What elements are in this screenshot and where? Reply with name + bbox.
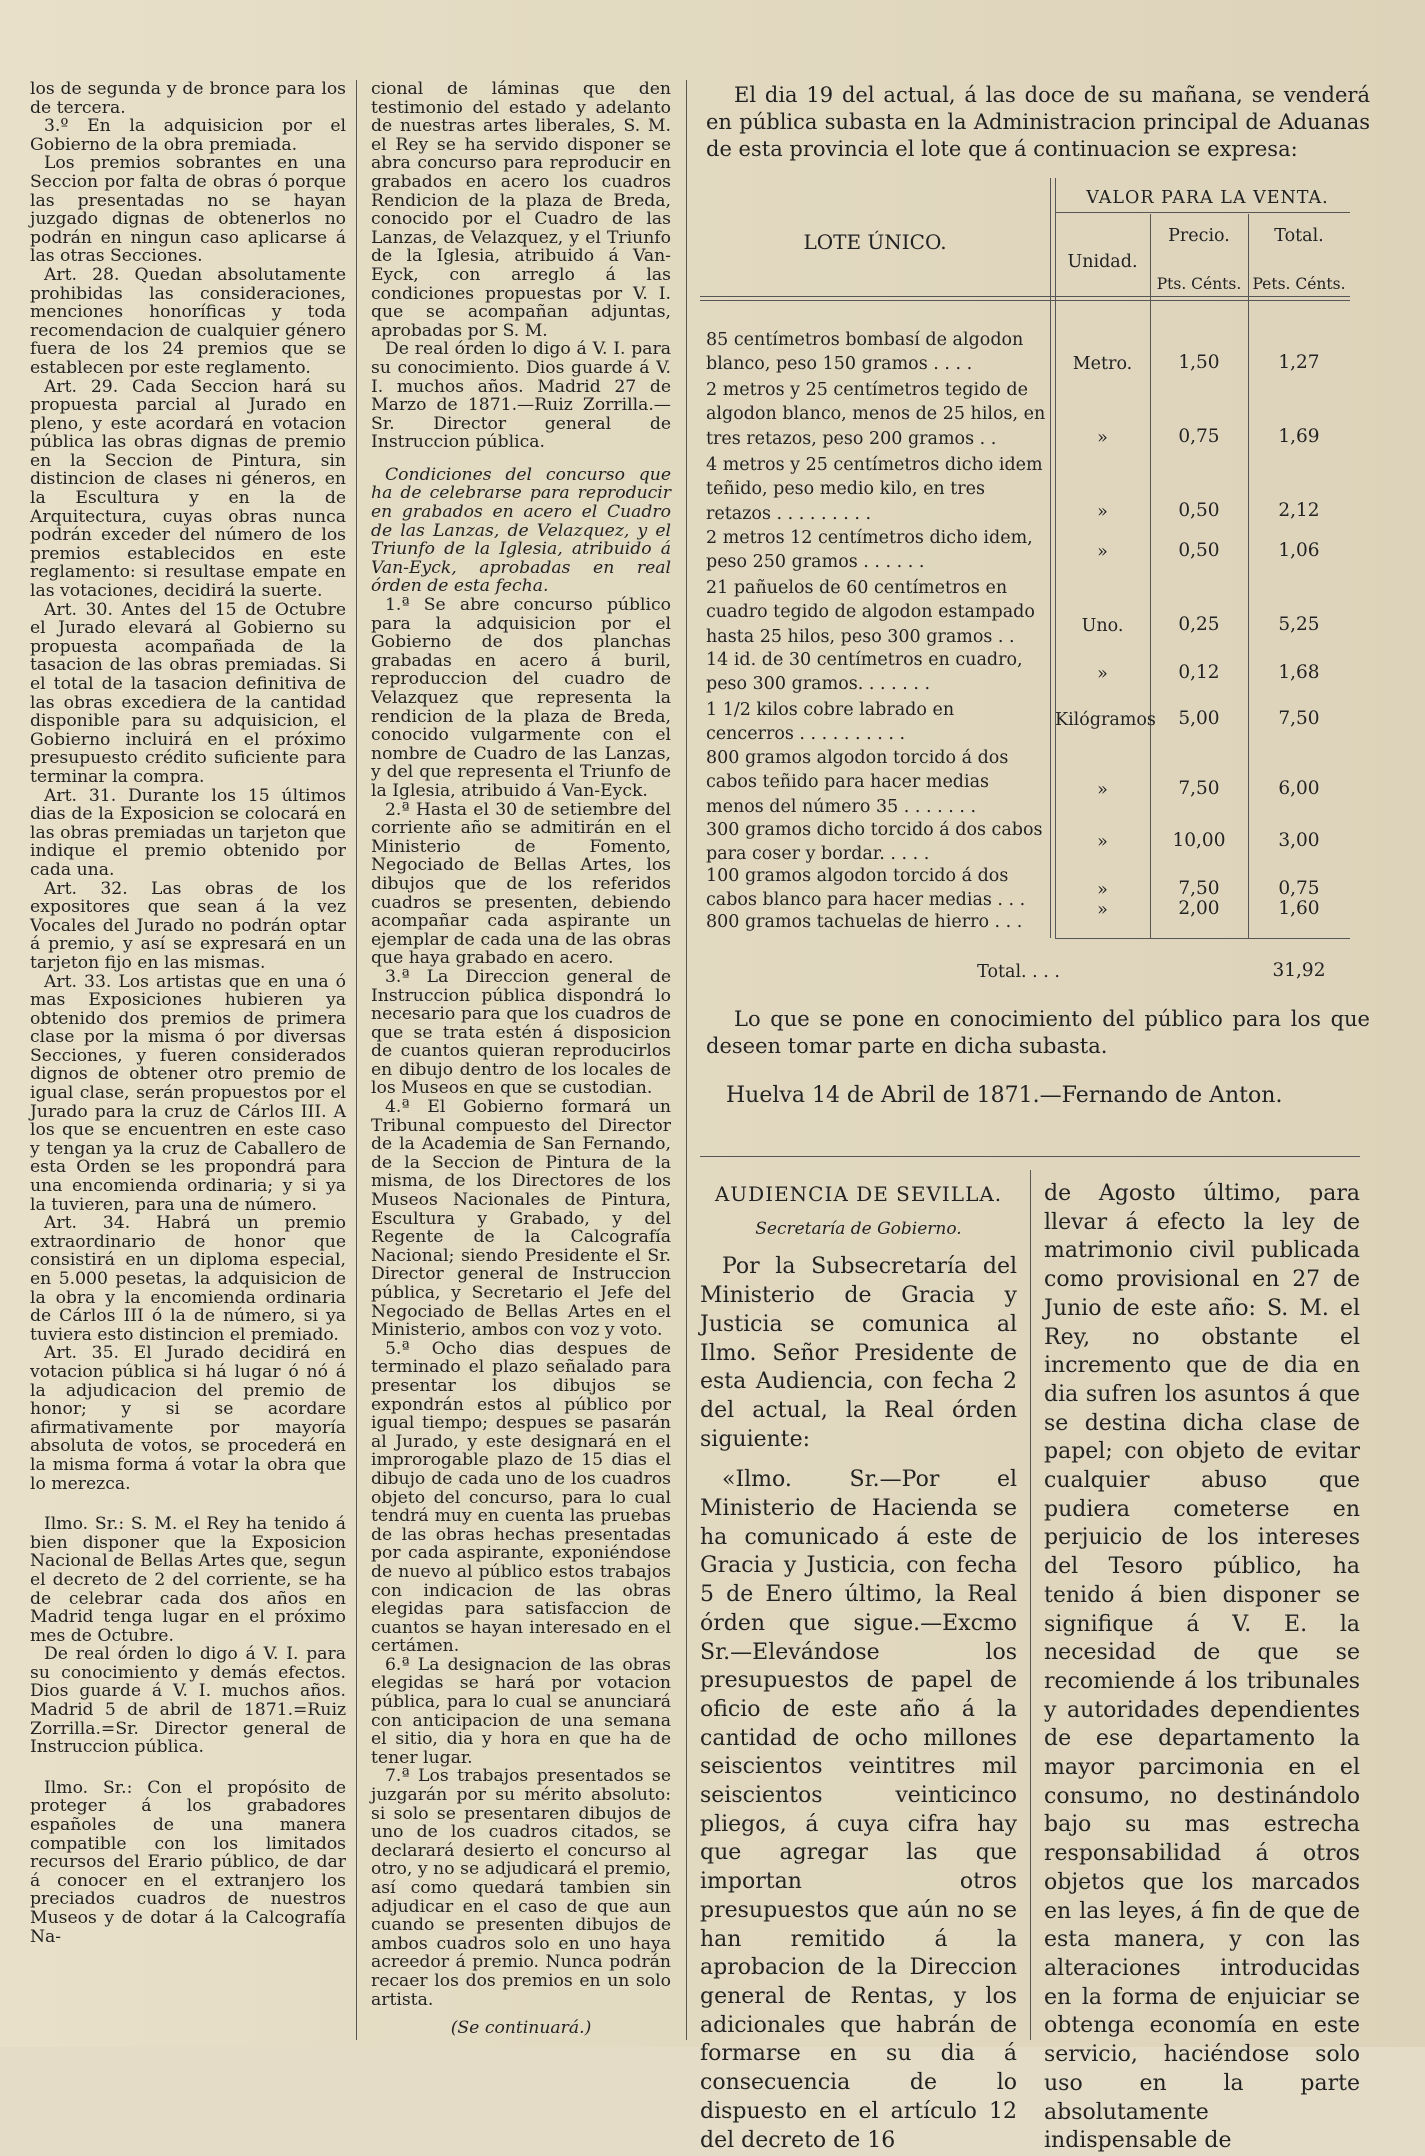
article-33: Art. 33. Los artistas que en una ó mas Exposiciones hubieren ya obtenido dos premios de primera clase por la misma ó por diversas Secciones, y fueren considerados dignos de obtener otro premio de igual clase, serán propuestos por el Jurado para la cruz de Cárlos III. A los que se encuentren en este caso y tengan ya la cruz de Caballero de esta Orden se les propondrá para una encomienda ordinaria; y si ya la tuvieren, para una de número. [30,971,346,1215]
condition-2: 2.ª Hasta el 30 de setiembre del corriente año se admitirán en el Ministerio de Fomento, Negociado de Bellas Artes, los dibujos que de los referidos cuadros se presenten, debiendo acompañar cada aspirante un ejemplar de cada una de las obras que haya grabado en acero. [371,799,671,969]
conditions-heading: Condiciones del concurso que ha de celebrarse para reproducir en grabados en acero el Cuadro de las Lanzas, de Velazquez, y el Triunfo de la Iglesia, atribuido á Van-Eyck, aprobadas en real órden de esta fecha. [371,464,671,597]
row-total: 1,06 [1278,540,1320,561]
row-desc: 2 metros 12 centímetros dicho idem, peso 250 gramos . . . . . . [706,528,1033,573]
article-30: Art. 30. Antes del 15 de Octubre el Jurado elevará al Gobierno su propuesta acompañada de la tasacion de las obras premiadas. Si el total de la tasacion definitiva de las obras excediera de la cantidad disponible para su adquisicion, el Gobierno incluirá en el próximo presupuesto crédito suficiente para terminar la compra. [30,599,346,787]
row-desc: 14 id. de 30 centímetros en cuadro, peso 300 gramos. . . . . . . [706,650,1023,695]
row-unit: » [1097,780,1108,800]
condition-3: 3.ª La Direccion general de Instruccion pública dispondrá lo necesario para que los cuadros de que se trata estén á disposicion de cuantos quieran reproducirlos en dibujo dentro de los locales de los Museos en que se custodian. [371,966,671,1099]
section-heading: AUDIENCIA DE SEVILLA. [714,1182,1003,1206]
row-unit: » [1097,664,1108,684]
condition-6: 6.ª La designacion de las obras elegidas se hará por votacion pública, para lo cual se anunciará con anticipacion de una semana el sitio, dia y hora en que ha de tener lugar. [371,1654,671,1768]
row-price: 0,50 [1178,540,1220,561]
column-divider [356,80,357,2040]
auction-notice [706,82,1370,163]
closing-text: Lo que se pone en conocimiento del público para los que deseen tomar parte en dicha subasta. [706,1007,1370,1058]
article-34: Art. 34. Habrá un premio extraordinario de honor que consistirá en un diploma especial, en 5.000 pesetas, la adquisicion de la obra y la encomienda ordinaria de Cárlos III ó la de número, si ya tuviera esto distincion el premiado. [30,1213,346,1345]
row-desc: 4 metros y 25 centímetros dicho idem teñido, peso medio kilo, en tres retazos . . . . . . . . . [706,455,1043,524]
table-rule [1055,212,1350,213]
row-total: 1,60 [1278,898,1320,919]
column-divider [1030,1170,1031,2040]
dateline: Huelva 14 de Abril de 1871.—Fernando de Anton. [726,1083,1283,1108]
row-total: 5,25 [1278,614,1320,635]
royal-order-paragraph: Ilmo. Sr.: S. M. el Rey ha tenido á bien disponer que la Exposicion Nacional de Bellas Artes que, segun el decreto de 2 del corriente, se ha de celebrar cada dos años en Madrid tenga lugar en el próximo mes de Octubre. [30,1514,346,1646]
sub-header-total: Pets. Cénts. [1252,275,1346,293]
condition-5: 5.ª Ocho dias despues de terminado el plazo señalado para presentar los dibujos se expondrán estos al público por igual tiempo; despues se pasarán al Jurado, y este designará en el improrogable plazo de 15 dias el dibujo de cada uno de los cuadros objeto del concurso, para lo cual tendrá muy en cuenta las pruebas de las obras hechas presentadas por cada aspirante, exponiéndose de nuevo al público estos trabajos con indicacion de las obras elegidas para satisfaccion de cuantos se hayan interesado en el certámen. [371,1338,671,1657]
paragraph: «Ilmo. Sr.—Por el Ministerio de Hacienda se ha comunicado á este de Gracia y Justicia, con fecha 5 de Enero último, la Real órden que sigue.—Excmo Sr.—Elevándose los presupuestos de papel de oficio de este año á la cantidad de ocho millones seiscientos veintitres mil seiscientos veinticinco pliegos, á cuya cifra hay que agregar las que importan otros presupuestos que aún no se han remitido á la aprobacion de la Direccion general de Rentas, y los adicionales que habrán de formarse en su dia á consecuencia de lo dispuesto en el artículo 12 del decreto de 16 [700,1467,1017,2153]
row-desc: 800 gramos tachuelas de hierro . . . [706,912,1023,932]
row-unit: Kilógramos [1055,710,1156,730]
section-subheading: Secretaría de Gobierno. [755,1218,962,1239]
spacer [30,1757,346,1779]
condition-4: 4.ª El Gobierno formará un Tribunal compuesto del Director de la Academia de San Fernando, de la Seccion de Pintura de la misma, de los Directores de los Museos Nacionales de Pintura, Escultura y Grabado, y del Regente de la Calcografía Nacional; siendo Presidente el Sr. Director general de Instruccion pública, y Secretario el Jefe del Negociado de Bellas Artes en el Ministerio, ambos con voz y voto. [371,1097,671,1341]
group-header: VALOR PARA LA VENTA. [1086,188,1329,208]
column-2 [371,80,671,2040]
row-unit: » [1097,880,1108,900]
paragraph: Los premios sobrantes en una Seccion por falta de obras ó porque las presentadas no se hayan juzgado dignas de obtenerlos no podrán en ningun caso aplicarse á las otras Secciones. [30,153,346,267]
royal-order-closing: De real órden lo digo á V. I. para su conocimiento y demás efectos. Dios guarde á V. I. muchos años. Madrid 5 de abril de 1871.=Ruiz Zorrilla.=Sr. Director general de Instruccion pública. [30,1644,346,1758]
row-desc: 300 gramos dicho torcido á dos cabos para coser y bordar. . . . . [706,820,1043,865]
paragraph: Ilmo. Sr.: Con el propósito de proteger á los grabadores españoles de una manera compatible con los limitados recursos del Erario público, de dar á conocer en el extranjero los preciados cuadros de nuestros Museos y de dotar á la Calcografía Na- [30,1777,346,1947]
sub-header-price: Pts. Cénts. [1156,275,1242,293]
column-divider [686,80,687,2040]
row-price: 2,00 [1178,898,1220,919]
row-total: 2,12 [1278,500,1320,521]
row-unit: » [1097,900,1108,920]
row-price: 0,25 [1178,614,1220,635]
row-desc: 100 gramos algodon torcido á dos cabos blanco para hacer medias . . . [706,866,1026,911]
row-desc: 85 centímetros bombasí de algodon blanco, peso 150 gramos . . . . [706,330,1024,375]
row-price: 1,50 [1178,352,1220,373]
article-31: Art. 31. Durante los 15 últimos dias de la Exposicion se colocará en las obras premiadas un tarjeton que indique el premio obtenido por cada una. [30,785,346,880]
column-1 [30,80,346,2040]
row-total: 6,00 [1278,778,1320,799]
auction-closing [706,1006,1370,1060]
row-price: 0,12 [1178,662,1220,683]
paragraph: De real órden lo digo á V. I. para su conocimiento. Dios guarde á V. I. muchos años. Madrid 27 de Marzo de 1871.—Ruiz Zorrilla.—Sr. Director general de Instruccion pública. [371,339,671,453]
row-unit: Uno. [1081,616,1124,636]
row-price: 5,00 [1178,708,1220,729]
row-desc: 800 gramos algodon torcido á dos cabos teñido para hacer medias menos del número 35 . . . . . . . [706,748,1009,817]
row-total: 1,68 [1278,662,1320,683]
row-unit: » [1097,832,1108,852]
column-3 [700,1180,1017,2153]
spacer [30,1493,346,1515]
row-price: 0,50 [1178,500,1220,521]
paragraph: Por la Subsecretaría del Ministerio de Gracia y Justicia se comunica al Ilmo. Señor Presidente de esta Audiencia, con fecha 2 del actual, la Real órden siguiente: [700,1254,1017,1452]
article-28: Art. 28. Quedan absolutamente prohibidas las consideraciones, menciones honoríficas y toda recomendacion de cualquier género fuera de los 24 premios que se establecen por este reglamento. [30,264,346,378]
row-desc: 2 metros y 25 centímetros tegido de algodon blanco, menos de 25 hilos, en tres retazos, peso 200 gramos . . [706,380,1046,449]
row-desc: 21 pañuelos de 60 centímetros en cuadro tegido de algodon estampado hasta 25 hilos, peso 300 gramos . . [706,578,1035,647]
total-value: 31,92 [1272,960,1326,981]
row-desc: 1 1/2 kilos cobre labrado en cencerros . . . . . . . . . . [706,700,955,745]
article-32: Art. 32. Las obras de los expositores que sean á la vez Vocales del Jurado no podrán optar á premio, y así se expresará en un tarjeton fijo en las mismas. [30,878,346,973]
row-total: 7,50 [1278,708,1320,729]
row-unit: » [1097,428,1108,448]
row-price: 10,00 [1172,830,1226,851]
row-total: 3,00 [1278,830,1320,851]
col-header-unit: Unidad. [1067,252,1138,272]
table-rule [700,300,1350,301]
col-header-lot: LOTE ÚNICO. [803,230,947,254]
total-label: Total. . . . [977,962,1060,982]
row-unit: » [1097,502,1108,522]
paragraph: de Agosto último, para llevar á efecto la ley de matrimonio civil publicada como provisional en 27 de Junio de este año: S. M. el Rey, no obstante el incremento que de dia en dia sufren los asuntos á que se destina dicha clase de papel; con objeto de evitar cualquier abuso que pudiera cometerse en perjuicio de los intereses del Tesoro público, ha tenido á bien disponer se signifique á V. E. la necesidad de que se recomiende á los tribunales y autoridades dependientes de ese departamento la mayor parcimonia en el consumo, no destinándolo bajo su mas estrecha responsabilidad á otros objetos que los marcados en las leyes, á fin de que de esta manera, y con las alteraciones introducidas en la forma de enjuiciar se obtenga economía en este servicio, haciéndose solo uso en la parte absolutamente indispensable de [1044,1181,1360,2154]
row-total: 0,75 [1278,878,1320,899]
condition-1: 1.ª Se abre concurso público para la adquisicion por el Gobierno de dos planchas grabadas en acero á buril, reproduccion del cuadro de Velazquez que representa la rendicion de la plaza de Breda, conocido vulgarmente con el nombre de Cuadro de las Lanzas, y del que representa el Triunfo de la Iglesia, atribuido á Van-Eyck. [371,595,671,801]
row-total: 1,69 [1278,426,1320,447]
section-divider [700,1156,1360,1157]
notice-text: El dia 19 del actual, á las doce de su mañana, se venderá en pública subasta en la Administracion principal de Aduanas de esta provincia el lote que á continuacion se expresa: [706,83,1370,161]
col-header-total: Total. [1274,226,1324,246]
col-header-price: Precio. [1168,226,1230,246]
paragraph: cional de láminas que den testimonio del estado y adelanto de nuestras artes liberales, S. M. el Rey se ha servido disponer se abra concurso para reproducir en grabados en acero los cuadros Rendicion de la plaza de Breda, conocido por el Cuadro de las Lanzas, de Velazquez, y el Triunfo de la Iglesia, atribuido á Van-Eyck, con arreglo á las condiciones propuestas por V. I. que se acompañan adjuntas, aprobadas por S. M. [371,79,671,341]
article-35: Art. 35. El Jurado decidirá en votacion pública si há lugar ó nó á la adjudicacion del premio de honor; y si se acordare afirmativamente por mayoría absoluta de votos, se procederá en la misma forma á votar la obra que lo merezca. [30,1343,346,1494]
paragraph: los de segunda y de bronce para los de tercera. [30,79,346,118]
lot-table [700,178,1350,998]
row-unit: Metro. [1072,354,1133,374]
table-rule [1050,178,1051,938]
row-unit: » [1097,542,1108,562]
row-total: 1,27 [1278,352,1320,373]
column-4 [1044,1180,1360,2154]
article-29: Art. 29. Cada Seccion hará su propuesta parcial al Jurado en pleno, y este acordará en votacion pública las obras dignas de premio en la Seccion de Pintura, sin distincion de clases ni géneros, en la Escultura y en la de Arquitectura, cuyas obras nunca podrán exceder del número de los premios establecidos en este reglamento: si resultase empate en las votaciones, decidirá la suerte. [30,376,346,602]
condition-7: 7.ª Los trabajos presentados se juzgarán por su mérito absoluto: si solo se presentaren dibujos de uno de los cuadros citados, se declarará desierto el concurso al otro, y no se adjudicará el premio, así como quedará tambien sin adjudicar en el caso de que aun cuando se presenten dibujos de ambos cuadros solo en uno haya acreedor á premio. Nunca podrán recaer los dos premios en un solo artista. [371,1766,671,2010]
to-be-continued: (Se continuará.) [450,2018,592,2039]
table-rule [1055,938,1350,939]
row-price: 7,50 [1178,778,1220,799]
paragraph: 3.º En la adquisicion por el Gobierno de la obra premiada. [30,116,346,155]
row-price: 0,75 [1178,426,1220,447]
row-price: 7,50 [1178,878,1220,899]
